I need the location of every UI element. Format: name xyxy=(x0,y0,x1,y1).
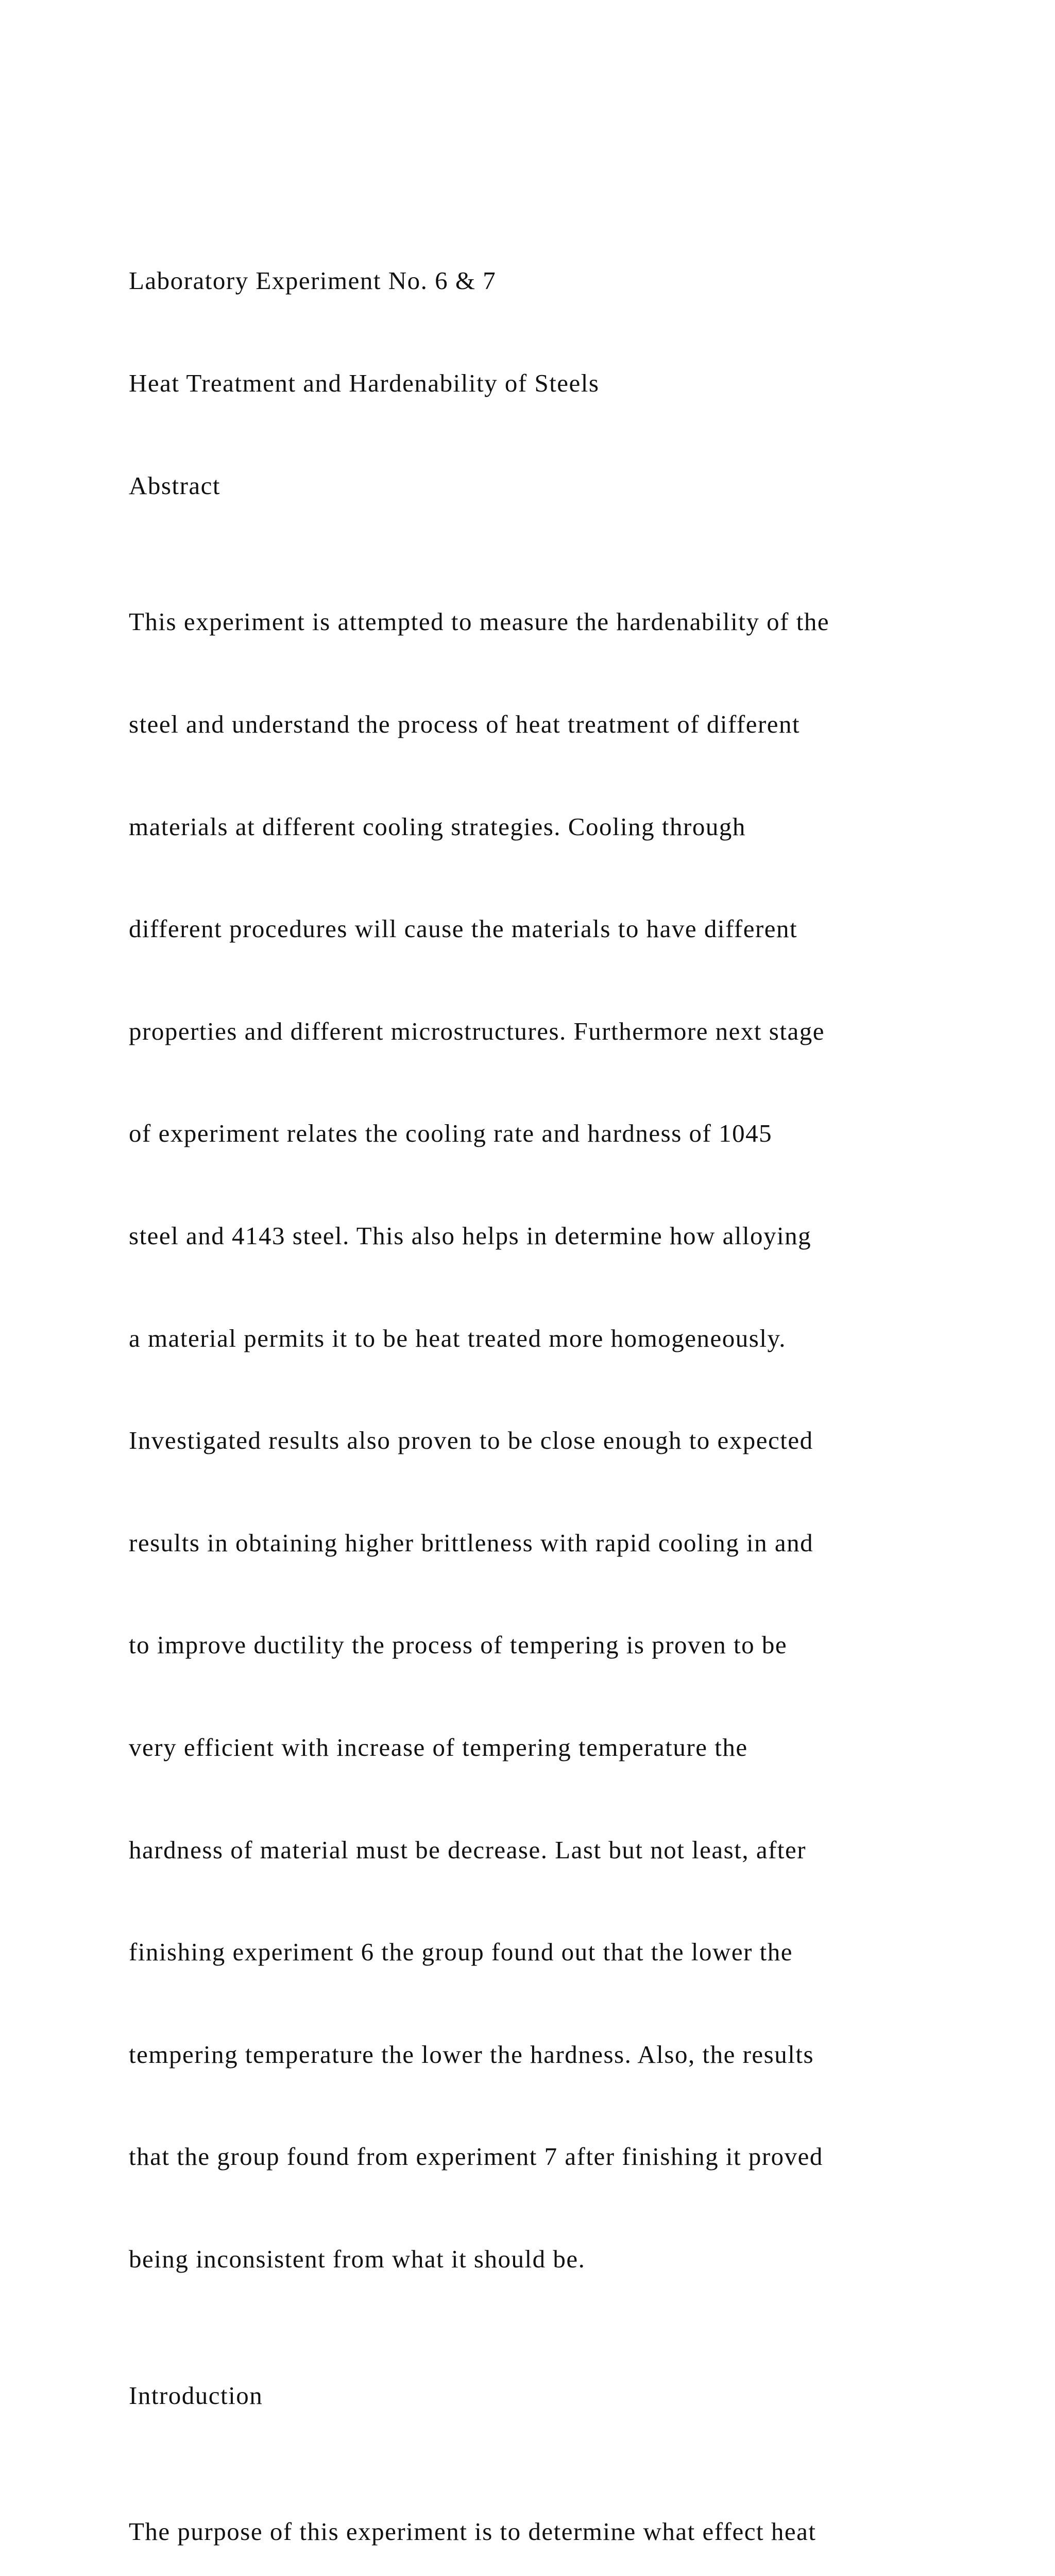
abstract-line: tempering temperature the lower the hardness. Also, the results xyxy=(129,2040,814,2069)
abstract-line: materials at different cooling strategies. Cooling through xyxy=(129,812,746,841)
document-body xyxy=(129,196,984,2576)
abstract-line: steel and 4143 steel. This also helps in determine how alloying xyxy=(129,1221,812,1250)
introduction-heading: Introduction xyxy=(129,2381,263,2410)
abstract-line: being inconsistent from what it should be. xyxy=(129,2244,586,2273)
abstract-line: very efficient with increase of tempering temperature the xyxy=(129,1733,748,1761)
abstract-line: hardness of material must be decrease. Last but not least, after xyxy=(129,1835,807,1864)
introduction-line: The purpose of this experiment is to determine what effect heat xyxy=(129,2517,816,2546)
abstract-line: results in obtaining higher brittleness with rapid cooling in and xyxy=(129,1528,814,1557)
abstract-line: to improve ductility the process of tempering is proven to be xyxy=(129,1631,788,1659)
document-title: Laboratory Experiment No. 6 & 7 xyxy=(129,266,497,295)
abstract-line: properties and different microstructures. Furthermore next stage xyxy=(129,1016,825,1045)
abstract-line: a material permits it to be heat treated more homogeneously. xyxy=(129,1324,787,1352)
abstract-line: This experiment is attempted to measure the hardenability of the xyxy=(129,607,830,636)
abstract-line: steel and understand the process of heat treatment of different xyxy=(129,709,801,738)
abstract-line: different procedures will cause the materials to have different xyxy=(129,914,798,943)
abstract-line: of experiment relates the cooling rate and hardness of 1045 xyxy=(129,1119,773,1148)
abstract-line: that the group found from experiment 7 after finishing it proved xyxy=(129,2142,823,2171)
abstract-line: Investigated results also proven to be close enough to expected xyxy=(129,1426,813,1455)
abstract-heading: Abstract xyxy=(129,471,220,500)
abstract-line: finishing experiment 6 the group found out that the lower the xyxy=(129,1938,793,1967)
document-subtitle: Heat Treatment and Hardenability of Steels xyxy=(129,369,600,397)
